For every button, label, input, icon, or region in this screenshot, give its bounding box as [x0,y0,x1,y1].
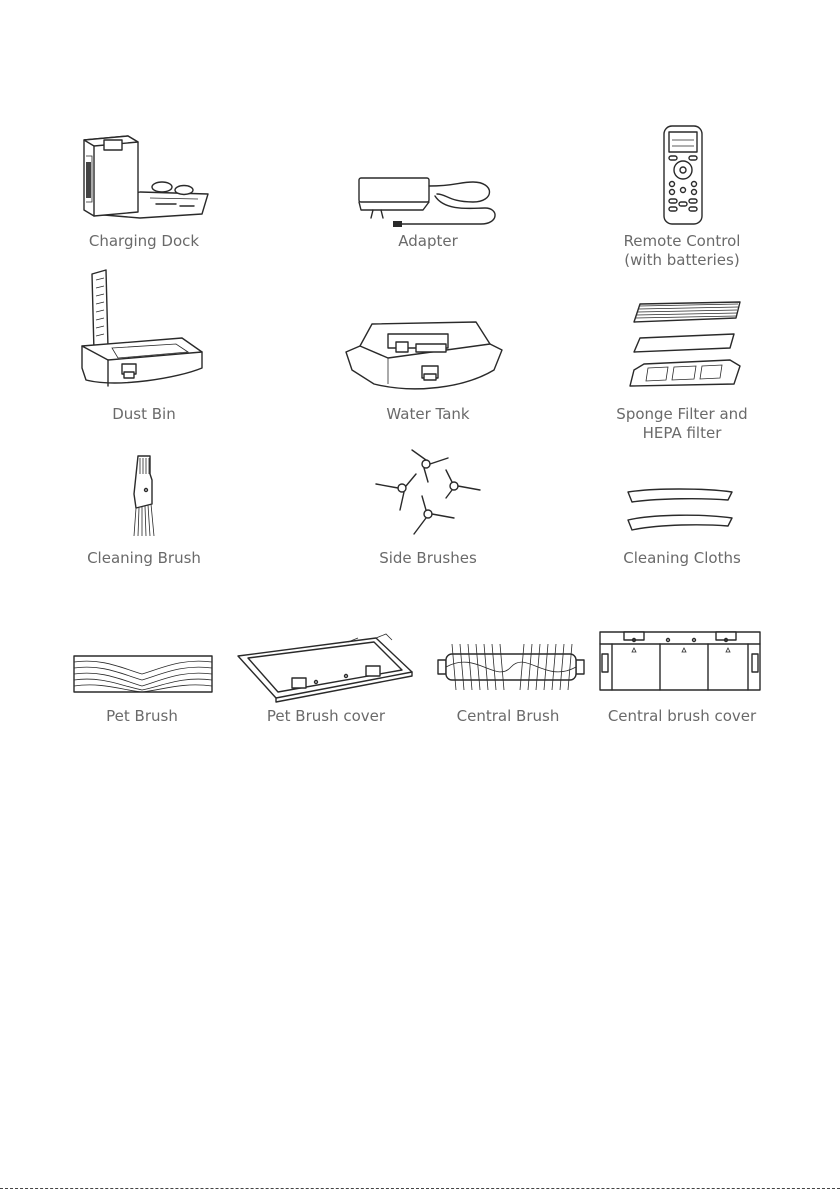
side-brushes-label: Side Brushes [379,549,477,567]
adapter-label: Adapter [398,232,458,250]
charging-dock-illustration [80,132,210,222]
cleaning-brush-illustration [128,454,162,538]
dust-bin-label: Dust Bin [112,405,176,423]
side-brushes-illustration [372,446,484,538]
pet-brush-cover-illustration [236,632,416,704]
pet-brush-illustration [72,654,214,694]
cleaning-brush-label: Cleaning Brush [87,549,201,567]
central-brush-illustration [436,640,586,694]
remote-control-illustration [662,124,704,226]
water-tank-illustration [344,318,504,398]
central-brush-cover-label: Central brush cover [607,707,757,725]
sponge-hepa-filter-illustration [618,298,750,390]
cleaning-cloths-illustration [624,486,736,538]
adapter-illustration [355,172,505,232]
sponge-hepa-filter-label: Sponge Filter and HEPA filter [616,405,748,442]
cleaning-cloths-label: Cleaning Cloths [623,549,741,567]
remote-control-label: Remote Control (with batteries) [623,232,741,269]
charging-dock-label: Charging Dock [88,232,200,250]
pet-brush-label: Pet Brush [106,707,178,725]
page-bottom-rule [0,1188,840,1189]
central-brush-cover-illustration [598,630,762,692]
water-tank-label: Water Tank [386,405,470,423]
pet-brush-cover-label: Pet Brush cover [266,707,386,725]
central-brush-label: Central Brush [456,707,560,725]
dust-bin-illustration [78,268,208,392]
